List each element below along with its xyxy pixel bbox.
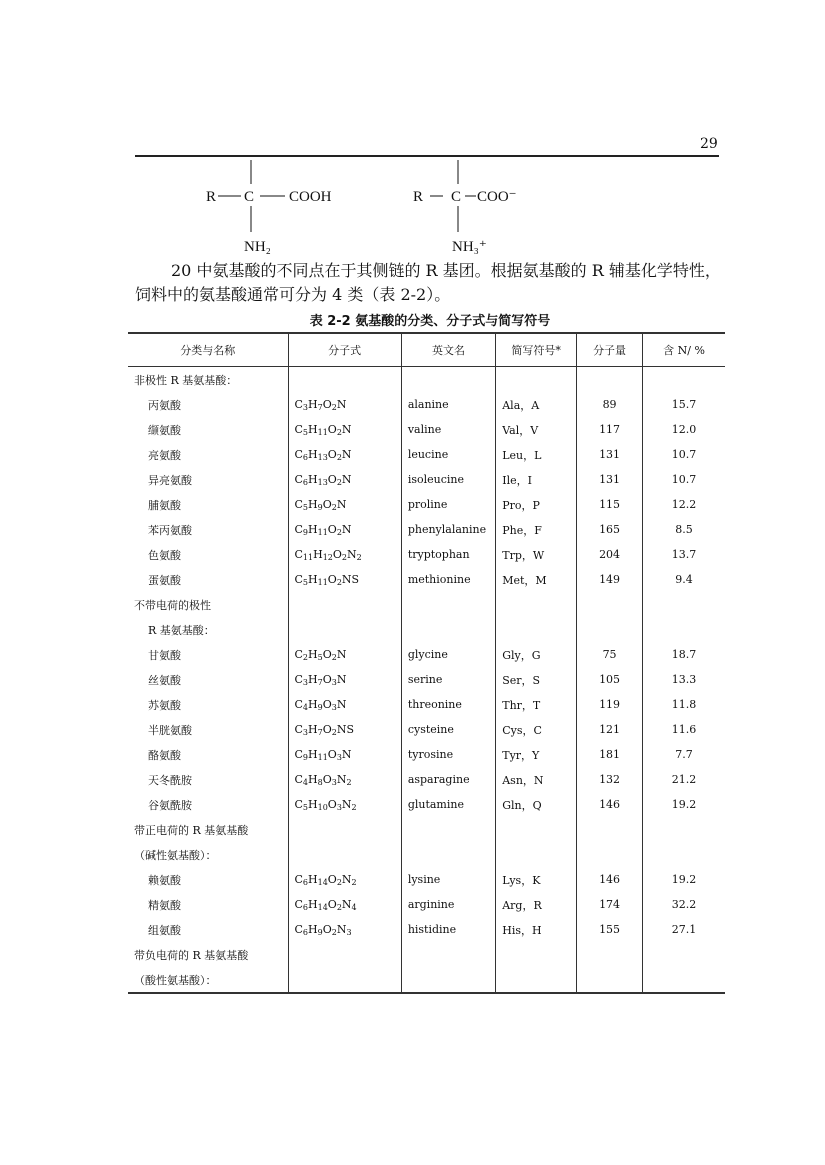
cell-name: 苏氨酸	[148, 698, 181, 712]
table-row	[128, 892, 725, 917]
cell-molecular-weight: 132	[577, 767, 643, 792]
table-row	[128, 742, 725, 767]
table-row	[128, 467, 725, 492]
cell-english: asparagine	[401, 767, 495, 792]
table-header-row	[128, 333, 725, 367]
cell-nitrogen-percent: 13.7	[643, 542, 725, 567]
cell-name: 亮氨酸	[148, 448, 181, 462]
cell-name: 半胱氨酸	[148, 723, 192, 737]
cell-formula: $C_9H_{11}O_2N$	[288, 517, 401, 542]
cell-formula: $C_3H_7O_2N$	[288, 392, 401, 417]
cell-formula	[288, 967, 401, 993]
cell-english	[401, 842, 495, 867]
cell-name: 不带电荷的极性	[134, 598, 211, 612]
cell-english: methionine	[401, 567, 495, 592]
cell-nitrogen-percent: 7.7	[643, 742, 725, 767]
table-row	[128, 542, 725, 567]
cell-formula: $C_3H_7O_3N$	[288, 667, 401, 692]
cell-name: 非极性 R 基氨基酸：	[134, 373, 238, 387]
cell-name: 天冬酰胺	[148, 773, 192, 787]
cell-nitrogen-percent	[643, 367, 725, 393]
cell-nitrogen-percent: 19.2	[643, 867, 725, 892]
table-group-row	[128, 592, 725, 617]
cell-nitrogen-percent: 10.7	[643, 442, 725, 467]
table-group-row	[128, 967, 725, 993]
cell-abbreviation: Tyr，Y	[496, 742, 577, 767]
cell-name: R 基氨基酸：	[148, 623, 215, 637]
cell-abbreviation: Phe，F	[496, 517, 577, 542]
cell-molecular-weight: 146	[577, 792, 643, 817]
header-abbreviation: 简写符号*	[496, 333, 577, 367]
cell-english: valine	[401, 417, 495, 442]
table-row	[128, 642, 725, 667]
cell-name: 酪氨酸	[148, 748, 181, 762]
table-row	[128, 767, 725, 792]
header-english: 英文名	[401, 333, 495, 367]
cell-name: 组氨酸	[148, 923, 181, 937]
cell-formula: $C_9H_{11}O_3N$	[288, 742, 401, 767]
cell-english: lysine	[401, 867, 495, 892]
cell-nitrogen-percent	[643, 817, 725, 842]
cell-name: 脯氨酸	[148, 498, 181, 512]
cell-nitrogen-percent: 12.0	[643, 417, 725, 442]
cell-nitrogen-percent: 11.8	[643, 692, 725, 717]
cell-abbreviation	[496, 967, 577, 993]
header-nitrogen-percent: 含 N/ %	[643, 333, 725, 367]
left-nh2-label: NH₂	[244, 239, 271, 255]
cell-formula: $C_3H_7O_2NS$	[288, 717, 401, 742]
cell-formula: $C_6H_9O_2N_3$	[288, 917, 401, 942]
cell-molecular-weight	[577, 592, 643, 617]
table-row	[128, 692, 725, 717]
cell-molecular-weight	[577, 817, 643, 842]
cell-nitrogen-percent	[643, 842, 725, 867]
cell-molecular-weight	[577, 367, 643, 393]
cell-abbreviation: Ala，A	[496, 392, 577, 417]
header-formula: 分子式	[288, 333, 401, 367]
table-group-row	[128, 817, 725, 842]
cell-formula: $C_5H_{11}O_2N$	[288, 417, 401, 442]
cell-name: 赖氨酸	[148, 873, 181, 887]
cell-formula: $C_6H_{14}O_2N_2$	[288, 867, 401, 892]
table-row	[128, 867, 725, 892]
cell-abbreviation	[496, 592, 577, 617]
cell-name: 甘氨酸	[148, 648, 181, 662]
cell-name: 丙氨酸	[148, 398, 181, 412]
table-row	[128, 567, 725, 592]
cell-molecular-weight: 165	[577, 517, 643, 542]
cell-molecular-weight: 121	[577, 717, 643, 742]
cell-formula: $C_4H_9O_3N$	[288, 692, 401, 717]
left-cooh-label: COOH	[289, 189, 332, 205]
cell-formula: $C_6H_{13}O_2N$	[288, 467, 401, 492]
cell-english: phenylalanine	[401, 517, 495, 542]
cell-molecular-weight: 89	[577, 392, 643, 417]
cell-abbreviation: Asn，N	[496, 767, 577, 792]
table-row	[128, 417, 725, 442]
cell-abbreviation: Trp，W	[496, 542, 577, 567]
table-group-row	[128, 942, 725, 967]
cell-english	[401, 617, 495, 642]
cell-nitrogen-percent: 15.7	[643, 392, 725, 417]
cell-abbreviation: Lys，K	[496, 867, 577, 892]
cell-formula	[288, 842, 401, 867]
left-c-label: C	[244, 189, 255, 205]
cell-english	[401, 817, 495, 842]
cell-nitrogen-percent: 32.2	[643, 892, 725, 917]
right-r-label: R	[413, 189, 424, 205]
cell-formula	[288, 942, 401, 967]
cell-molecular-weight	[577, 842, 643, 867]
cell-abbreviation: Val，V	[496, 417, 577, 442]
table-row	[128, 717, 725, 742]
table-group-row	[128, 617, 725, 642]
cell-molecular-weight: 146	[577, 867, 643, 892]
cell-nitrogen-percent: 9.4	[643, 567, 725, 592]
cell-molecular-weight	[577, 942, 643, 967]
cell-abbreviation	[496, 817, 577, 842]
cell-abbreviation: Thr，T	[496, 692, 577, 717]
cell-name: 丝氨酸	[148, 673, 181, 687]
cell-nitrogen-percent: 8.5	[643, 517, 725, 542]
cell-english	[401, 967, 495, 993]
cell-nitrogen-percent	[643, 592, 725, 617]
cell-abbreviation: Pro，P	[496, 492, 577, 517]
table-row	[128, 442, 725, 467]
cell-name: 苯丙氨酸	[148, 523, 192, 537]
cell-english: proline	[401, 492, 495, 517]
cell-molecular-weight: 105	[577, 667, 643, 692]
cell-nitrogen-percent: 21.2	[643, 767, 725, 792]
cell-english: arginine	[401, 892, 495, 917]
cell-abbreviation: Leu，L	[496, 442, 577, 467]
cell-formula	[288, 817, 401, 842]
cell-name: （酸性氨基酸）：	[128, 967, 288, 993]
cell-nitrogen-percent: 19.2	[643, 792, 725, 817]
cell-nitrogen-percent: 18.7	[643, 642, 725, 667]
cell-abbreviation	[496, 842, 577, 867]
cell-name: 带正电荷的 R 基氨基酸	[134, 823, 249, 837]
table-row	[128, 667, 725, 692]
left-r-label: R	[206, 189, 217, 205]
cell-english: serine	[401, 667, 495, 692]
cell-english: glutamine	[401, 792, 495, 817]
cell-abbreviation: Gln，Q	[496, 792, 577, 817]
amino-acid-table	[128, 332, 725, 994]
cell-english: histidine	[401, 917, 495, 942]
cell-abbreviation	[496, 367, 577, 393]
cell-molecular-weight: 115	[577, 492, 643, 517]
table-row	[128, 517, 725, 542]
cell-molecular-weight: 131	[577, 467, 643, 492]
cell-nitrogen-percent	[643, 942, 725, 967]
cell-nitrogen-percent: 27.1	[643, 917, 725, 942]
cell-name: 异亮氨酸	[148, 473, 192, 487]
table-row	[128, 392, 725, 417]
cell-molecular-weight: 174	[577, 892, 643, 917]
header-category: 分类与名称	[128, 333, 288, 367]
cell-molecular-weight	[577, 617, 643, 642]
cell-molecular-weight: 117	[577, 417, 643, 442]
cell-molecular-weight: 119	[577, 692, 643, 717]
cell-name: 带负电荷的 R 基氨基酸	[134, 948, 249, 962]
cell-english: threonine	[401, 692, 495, 717]
cell-abbreviation	[496, 942, 577, 967]
table-row	[128, 492, 725, 517]
cell-formula: $C_4H_8O_3N_2$	[288, 767, 401, 792]
cell-name: 缬氨酸	[148, 423, 181, 437]
cell-formula: $C_5H_{10}O_3N_2$	[288, 792, 401, 817]
table-group-row	[128, 367, 725, 393]
table-row	[128, 917, 725, 942]
cell-nitrogen-percent: 10.7	[643, 467, 725, 492]
cell-molecular-weight: 131	[577, 442, 643, 467]
cell-formula	[288, 617, 401, 642]
cell-formula: $C_6H_{13}O_2N$	[288, 442, 401, 467]
header-molecular-weight: 分子量	[577, 333, 643, 367]
cell-name: 色氨酸	[148, 548, 181, 562]
cell-formula: $C_5H_{11}O_2NS$	[288, 567, 401, 592]
cell-name: 精氨酸	[148, 898, 181, 912]
table-group-row	[128, 842, 725, 867]
cell-abbreviation: His，H	[496, 917, 577, 942]
body-paragraph: 20 中氨基酸的不同点在于其侧链的 R 基团。根据氨基酸的 R 辅基化学特性，饲料中的氨基酸通常可分为 4 类（表 2-2）。	[135, 261, 721, 304]
cell-abbreviation: Ser，S	[496, 667, 577, 692]
cell-english: leucine	[401, 442, 495, 467]
cell-english: glycine	[401, 642, 495, 667]
cell-formula: $C_2H_5O_2N$	[288, 642, 401, 667]
cell-name: 谷氨酰胺	[148, 798, 192, 812]
cell-nitrogen-percent	[643, 967, 725, 993]
cell-english	[401, 942, 495, 967]
cell-abbreviation	[496, 617, 577, 642]
cell-formula: $C_5H_9O_2N$	[288, 492, 401, 517]
cell-molecular-weight	[577, 967, 643, 993]
right-c-label: C	[451, 189, 462, 205]
cell-abbreviation: Gly，G	[496, 642, 577, 667]
cell-molecular-weight: 204	[577, 542, 643, 567]
cell-molecular-weight: 155	[577, 917, 643, 942]
table-row	[128, 792, 725, 817]
cell-formula: $C_6H_{14}O_2N_4$	[288, 892, 401, 917]
cell-english: tryptophan	[401, 542, 495, 567]
cell-nitrogen-percent: 11.6	[643, 717, 725, 742]
right-coo-label: COO⁻	[477, 189, 517, 205]
cell-nitrogen-percent	[643, 617, 725, 642]
right-nh3-label: NH₃⁺	[452, 239, 487, 255]
amino-acid-structure-diagram	[0, 150, 825, 260]
cell-formula: $C_{11}H_{12}O_2N_2$	[288, 542, 401, 567]
cell-abbreviation: Cys，C	[496, 717, 577, 742]
cell-name: （碱性氨基酸）：	[134, 848, 217, 862]
cell-english: tyrosine	[401, 742, 495, 767]
cell-formula	[288, 592, 401, 617]
cell-abbreviation: Arg，R	[496, 892, 577, 917]
table-caption: 表 2-2 氨基酸的分类、分子式与简写符号	[309, 314, 551, 329]
cell-english: alanine	[401, 392, 495, 417]
cell-molecular-weight: 181	[577, 742, 643, 767]
page-number: 29	[700, 136, 718, 152]
cell-formula	[288, 367, 401, 393]
cell-molecular-weight: 149	[577, 567, 643, 592]
cell-english	[401, 592, 495, 617]
cell-name: 蛋氨酸	[148, 573, 181, 587]
cell-nitrogen-percent: 12.2	[643, 492, 725, 517]
cell-abbreviation: Ile，I	[496, 467, 577, 492]
cell-english: isoleucine	[401, 467, 495, 492]
cell-molecular-weight: 75	[577, 642, 643, 667]
cell-english	[401, 367, 495, 393]
cell-english: cysteine	[401, 717, 495, 742]
cell-abbreviation: Met，M	[496, 567, 577, 592]
cell-nitrogen-percent: 13.3	[643, 667, 725, 692]
